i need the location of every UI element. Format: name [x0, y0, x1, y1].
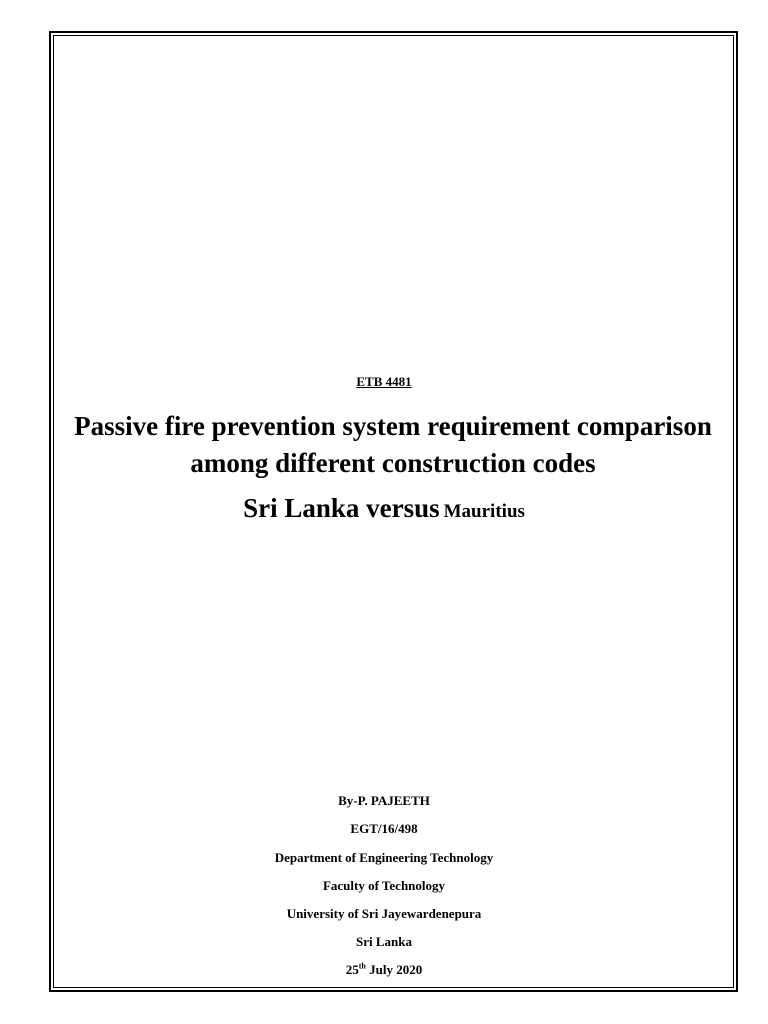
faculty-name: Faculty of Technology: [322, 878, 446, 893]
submission-date: [0, 962, 768, 978]
date-suffix: th: [358, 961, 366, 971]
course-code: ETB 4481: [356, 374, 412, 389]
subtitle-country-1: Sri Lanka versus: [243, 493, 440, 523]
country-name: Sri Lanka: [356, 934, 412, 949]
student-id: EGT/16/498: [350, 821, 418, 836]
document-title: Passive fire prevention system requirement comparison among different construction codes: [74, 411, 712, 478]
document-subtitle: [0, 491, 768, 530]
date-day: 25: [345, 962, 359, 977]
author-name: By-P. PAJEETH: [338, 793, 430, 808]
university-name: University of Sri Jayewardenepura: [286, 906, 482, 921]
department-name: Department of Engineering Technology: [274, 850, 494, 865]
subtitle-country-2: Mauritius: [443, 501, 525, 522]
date-rest: July 2020: [365, 962, 423, 977]
